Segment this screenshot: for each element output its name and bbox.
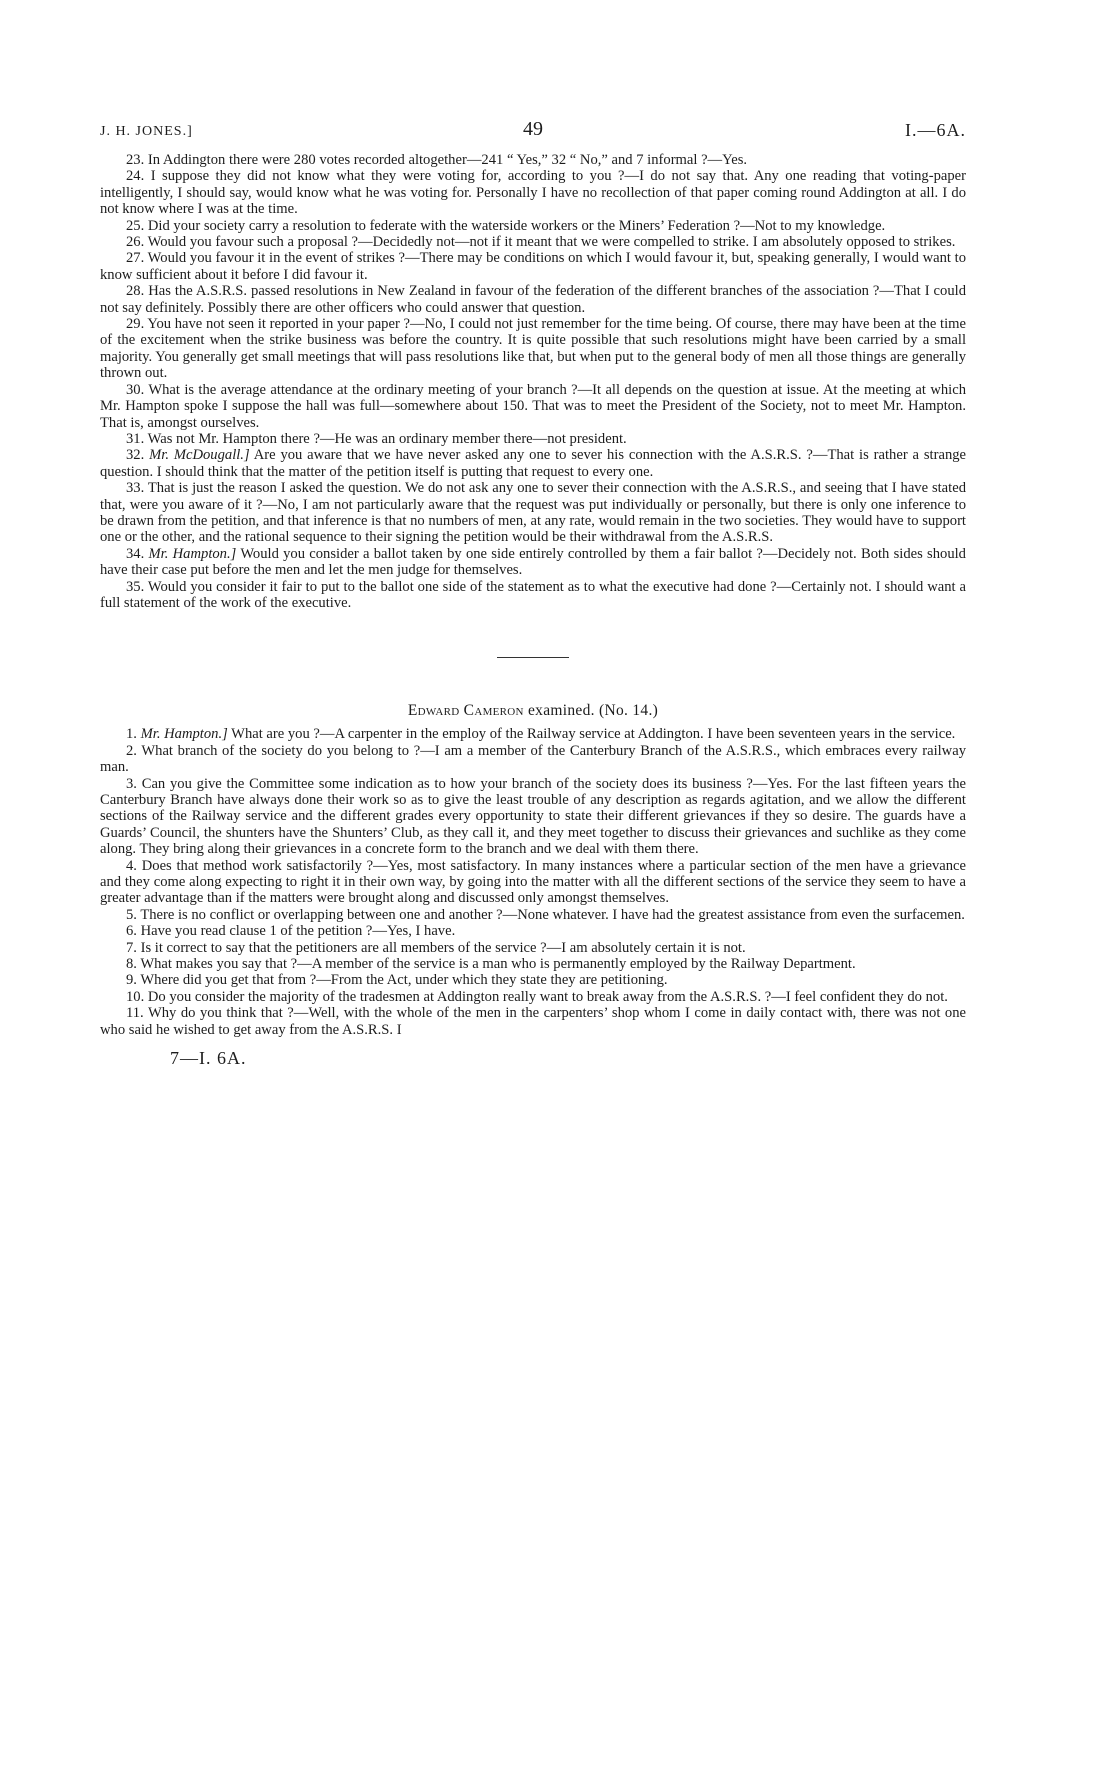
paragraph: 29. You have not seen it reported in your paper ?—No, I could not just remember for the time being. Of course, there may have been at the time of the excitement when the strike business was before the country. It is quite possible that such resolutions might have been carried by a small majority. You generally get small meetings that will pass resolutions like that, but when put to the general body of men all those things are generally thrown out. [100,316,966,382]
header-witness-name: J. H. JONES.] [100,124,193,139]
paragraph: 10. Do you consider the majority of the tradesmen at Addington really want to break away from the A.S.R.S. ?—I feel confident they do not. [126,988,948,1005]
paragraph: 31. Was not Mr. Hampton there ?—He was an ordinary member there—not president. [126,430,627,447]
paragraph: 5. There is no conflict or overlapping between one and another ?—None whatever. I have had the greatest assistance from even the surfacemen. [126,906,965,923]
paragraph: 7. Is it correct to say that the petitioners are all members of the service ?—I am absolutely certain it is not. [126,939,746,956]
paragraph: 26. Would you favour such a proposal ?—Decidedly not—not if it meant that we were compelled to strike. I am absolutely opposed to strikes. [126,234,956,251]
speaker-name: Mr. McDougall.] [149,447,250,464]
paragraph: 9. Where did you get that from ?—From the Act, under which they state they are petitioning. [126,972,668,989]
paragraph: 11. Why do you think that ?—Well, with the whole of the men in the carpenters’ shop whom I come in daily contact with, there was not one who said he wished to get away from the A.S.R.S. I [100,1005,966,1038]
paragraph: 8. What makes you say that ?—A member of the service is a man who is permanently employed by the Railway Department. [126,956,856,973]
witness-name: Edward Cameron [407,702,524,720]
jones-evidence [100,152,966,611]
running-header [100,110,966,144]
paragraph: 33. That is just the reason I asked the question. We do not ask any one to sever their connection with the A.S.R.S., and seeing that I have stated that, were you aware of it ?—No, I am not particularly aware that the request was put individually or personally, but there is only one inference to be drawn from the petition, and that inference is that no numbers of men, at any rate, would remain in the two societies. They would have to support one or the other, and the rational sequence to their signing the petition would be their withdrawal from the A.S.R.S. [100,480,966,546]
section-divider [497,657,569,658]
paragraph: 23. In Addington there were 280 votes recorded altogether—241 “ Yes,” 32 “ No,” and 7 informal ?—Yes. [126,152,748,168]
paragraph-with-speaker [100,447,966,480]
question-number: 34. [126,545,145,562]
question-text: Would you consider a ballot taken by one side entirely controlled by them a fair ballot ?—Decidely not. Both sides should have their case put before the men and let the men judge for themselves. [100,545,966,579]
paragraph: 28. Has the A.S.R.S. passed resolutions in New Zealand in favour of the federation of the different branches of the association ?—That I could not say definitely. Possibly there are other officers who could answer that question. [100,283,966,316]
paragraph: 3. Can you give the Committee some indication as to how your branch of the society does its business ?—Yes. For the last fifteen years the Canterbury Branch have always done their work so as to give the least trouble of any description as regards agitation, and we allow the different sections of the Railway service and the different grades every opportunity to state their different grievances if they so desire. The guards have a Guards’ Council, the shunters have the Shunters’ Club, as they call it, and they meet together to discuss their grievances and suchlike as they come along. They bring along their grievances in a concrete form to the branch and we deal with them there. [100,775,966,858]
paragraph: 6. Have you read clause 1 of the petition ?—Yes, I have. [126,923,456,940]
header-paper-reference: I.—6A. [905,120,966,140]
paragraph-with-speaker [100,726,966,742]
paragraph: 25. Did your society carry a resolution to federate with the waterside workers or the Miners’ Federation ?—Not to my knowledge. [126,217,886,234]
page-number: 49 [523,118,543,140]
paragraph: 30. What is the average attendance at the ordinary meeting of your branch ?—It all depends on the question at issue. At the meeting at which Mr. Hampton spoke I suppose the hall was full—somewhere about 150. That was to meet the President of the Society, not to meet Mr. Hampton. That is, amongst ourselves. [100,381,966,431]
question-number: 32. [126,447,145,464]
section-title-rest: examined. (No. 14.) [527,702,659,720]
signature-mark: 7—I. 6A. [170,1048,247,1069]
paragraph: 27. Would you favour it in the event of strikes ?—There may be conditions on which I would favour it, but, speaking generally, I would want to know sufficient about it before I did favour it. [100,250,966,283]
paragraph: 4. Does that method work satisfactorily ?—Yes, most satisfactory. In many instances where a particular section of the men have a grievance and they come along expecting to right it in their own way, by going into the matter with all the different sections of the service they seem to have a greater advantage than if the matters were brought along and discussed only amongst themselves. [100,857,966,907]
question-text: What are you ?—A carpenter in the employ of the Railway service at Addington. I have been seventeen years in the service. [231,726,956,743]
section-title [100,702,966,720]
paragraph: 2. What branch of the society do you belong to ?—I am a member of the Canterbury Branch of the A.S.R.S., which embraces every railway man. [100,742,966,776]
paragraph-with-speaker [100,546,966,579]
question-number: 1. [126,726,137,743]
document-page [100,110,966,1069]
speaker-name: Mr. Hampton.] [148,545,237,562]
cameron-evidence [100,726,966,1038]
paragraph: 35. Would you consider it fair to put to the ballot one side of the statement as to what the executive had done ?—Certainly not. I should want a full statement of the work of the executive. [100,578,966,611]
question-text: Are you aware that we have never asked any one to sever his connection with the A.S.R.S. ?—That is rather a strange question. I should think that the matter of the petition itself is putting that request to every one. [100,447,967,480]
paragraph: 24. I suppose they did not know what they were voting for, according to you ?—I do not say that. Any one reading that voting-paper intelligently, I should say, would know what he was voting for. Personally I have no recollection of that paper coming round Addington at all. I do not know where I was at the time. [100,168,966,218]
speaker-name: Mr. Hampton.] [140,726,228,743]
